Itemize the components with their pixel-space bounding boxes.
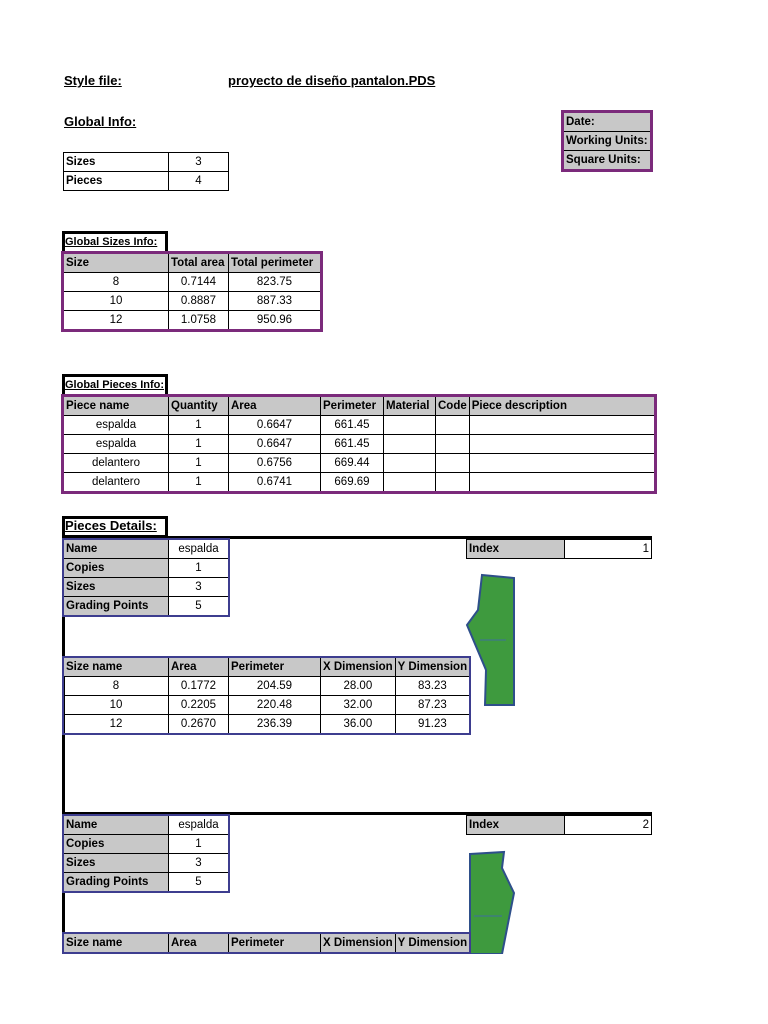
- col-total-area: Total area: [169, 254, 229, 273]
- table-row: [64, 473, 655, 492]
- cell: [436, 435, 470, 454]
- col-perimeter: Perimeter: [321, 397, 384, 416]
- cell: [384, 435, 436, 454]
- copies-value: 1: [169, 559, 229, 578]
- cell: 32.00: [321, 696, 396, 715]
- cell: 1: [169, 473, 229, 492]
- cell: 661.45: [321, 435, 384, 454]
- cell: 204.59: [229, 677, 321, 696]
- square-units-label: Square Units:: [564, 151, 651, 170]
- piece-2-pattern-icon: [462, 848, 522, 954]
- piece-1-pattern-icon: [462, 570, 522, 710]
- meta-box: [563, 112, 651, 170]
- grading-points-value: 5: [169, 597, 229, 616]
- sizes-value: 3: [169, 854, 229, 873]
- table-row: [64, 715, 470, 734]
- cell: 10: [64, 696, 169, 715]
- cell: [436, 416, 470, 435]
- cell: [469, 416, 654, 435]
- cell: 236.39: [229, 715, 321, 734]
- cell: delantero: [64, 454, 169, 473]
- cell: 0.6647: [229, 435, 321, 454]
- cell: [436, 473, 470, 492]
- piece-2-index-table: [466, 815, 652, 835]
- name-value: espalda: [169, 816, 229, 835]
- cell: espalda: [64, 416, 169, 435]
- date-label: Date:: [564, 113, 651, 132]
- cell: 0.7144: [169, 273, 229, 292]
- col-quantity: Quantity: [169, 397, 229, 416]
- col-x-dimension: X Dimension: [321, 658, 396, 677]
- col-size: Size: [64, 254, 169, 273]
- global-pieces-title: Global Pieces Info:: [65, 379, 165, 391]
- cell: [469, 473, 654, 492]
- cell: 1: [169, 435, 229, 454]
- col-size-name: Size name: [64, 934, 169, 953]
- copies-label: Copies: [64, 835, 169, 854]
- table-row: [64, 416, 655, 435]
- cell: espalda: [64, 435, 169, 454]
- index-label: Index: [467, 816, 565, 835]
- cell: [384, 454, 436, 473]
- index-value: 2: [565, 816, 652, 835]
- cell: 1.0758: [169, 311, 229, 330]
- col-y-dimension: Y Dimension: [395, 934, 469, 953]
- cell: [384, 416, 436, 435]
- col-piece-name: Piece name: [64, 397, 169, 416]
- name-label: Name: [64, 540, 169, 559]
- cell: delantero: [64, 473, 169, 492]
- grading-points-value: 5: [169, 873, 229, 892]
- col-area: Area: [229, 397, 321, 416]
- style-file-label: Style file:: [64, 73, 122, 88]
- cell: 8: [64, 677, 169, 696]
- copies-value: 1: [169, 835, 229, 854]
- name-label: Name: [64, 816, 169, 835]
- cell: 0.6741: [229, 473, 321, 492]
- working-units-label: Working Units:: [564, 132, 651, 151]
- grading-points-label: Grading Points: [64, 597, 169, 616]
- grading-points-label: Grading Points: [64, 873, 169, 892]
- cell: 0.1772: [169, 677, 229, 696]
- col-material: Material: [384, 397, 436, 416]
- cell: 0.2670: [169, 715, 229, 734]
- sizes-label: Sizes: [64, 854, 169, 873]
- table-row: [64, 677, 470, 696]
- cell: 0.8887: [169, 292, 229, 311]
- cell: 36.00: [321, 715, 396, 734]
- cell: 0.6647: [229, 416, 321, 435]
- col-piece-description: Piece description: [469, 397, 654, 416]
- cell: 1: [169, 454, 229, 473]
- cell: 10: [64, 292, 169, 311]
- cell: 8: [64, 273, 169, 292]
- piece-2-info-table: [63, 815, 229, 892]
- cell: 28.00: [321, 677, 396, 696]
- cell: 661.45: [321, 416, 384, 435]
- piece-1-info-table: [63, 539, 229, 616]
- cell: [469, 435, 654, 454]
- index-value: 1: [565, 540, 652, 559]
- cell: [384, 473, 436, 492]
- cell: 91.23: [395, 715, 469, 734]
- sizes-value: 3: [169, 578, 229, 597]
- table-row: [64, 454, 655, 473]
- pattern-shape: [470, 852, 514, 954]
- piece-2-sizes-table: [63, 933, 470, 953]
- copies-label: Copies: [64, 559, 169, 578]
- global-pieces-table: [63, 396, 655, 492]
- cell: 0.6756: [229, 454, 321, 473]
- col-area: Area: [169, 934, 229, 953]
- sizes-count-value: 3: [169, 153, 229, 172]
- table-row: [64, 696, 470, 715]
- counts-table: [63, 152, 229, 191]
- cell: 83.23: [395, 677, 469, 696]
- cell: [469, 454, 654, 473]
- global-sizes-title: Global Sizes Info:: [65, 236, 158, 248]
- cell: 823.75: [229, 273, 321, 292]
- col-size-name: Size name: [64, 658, 169, 677]
- piece-1-index-table: [466, 539, 652, 559]
- table-row: [64, 292, 321, 311]
- pieces-count-value: 4: [169, 172, 229, 191]
- global-info-label: Global Info:: [64, 114, 137, 129]
- pieces-count-label: Pieces: [64, 172, 169, 191]
- cell: 1: [169, 416, 229, 435]
- col-y-dimension: Y Dimension: [395, 658, 469, 677]
- cell: 12: [64, 715, 169, 734]
- col-perimeter: Perimeter: [229, 934, 321, 953]
- cell: 950.96: [229, 311, 321, 330]
- cell: 0.2205: [169, 696, 229, 715]
- name-value: espalda: [169, 540, 229, 559]
- col-code: Code: [436, 397, 470, 416]
- style-file-value: proyecto de diseño pantalon.PDS: [228, 73, 436, 88]
- col-total-perimeter: Total perimeter: [229, 254, 321, 273]
- cell: [436, 454, 470, 473]
- piece-1-sizes-table: [63, 657, 470, 734]
- table-row: [64, 435, 655, 454]
- cell: 220.48: [229, 696, 321, 715]
- index-label: Index: [467, 540, 565, 559]
- table-row: [64, 273, 321, 292]
- pieces-details-title: Pieces Details:: [65, 518, 157, 533]
- cell: 887.33: [229, 292, 321, 311]
- col-perimeter: Perimeter: [229, 658, 321, 677]
- col-x-dimension: X Dimension: [321, 934, 396, 953]
- cell: 669.69: [321, 473, 384, 492]
- table-row: [64, 311, 321, 330]
- cell: 12: [64, 311, 169, 330]
- col-area: Area: [169, 658, 229, 677]
- cell: 669.44: [321, 454, 384, 473]
- cell: 87.23: [395, 696, 469, 715]
- sizes-label: Sizes: [64, 578, 169, 597]
- global-sizes-table: [63, 253, 321, 330]
- sizes-count-label: Sizes: [64, 153, 169, 172]
